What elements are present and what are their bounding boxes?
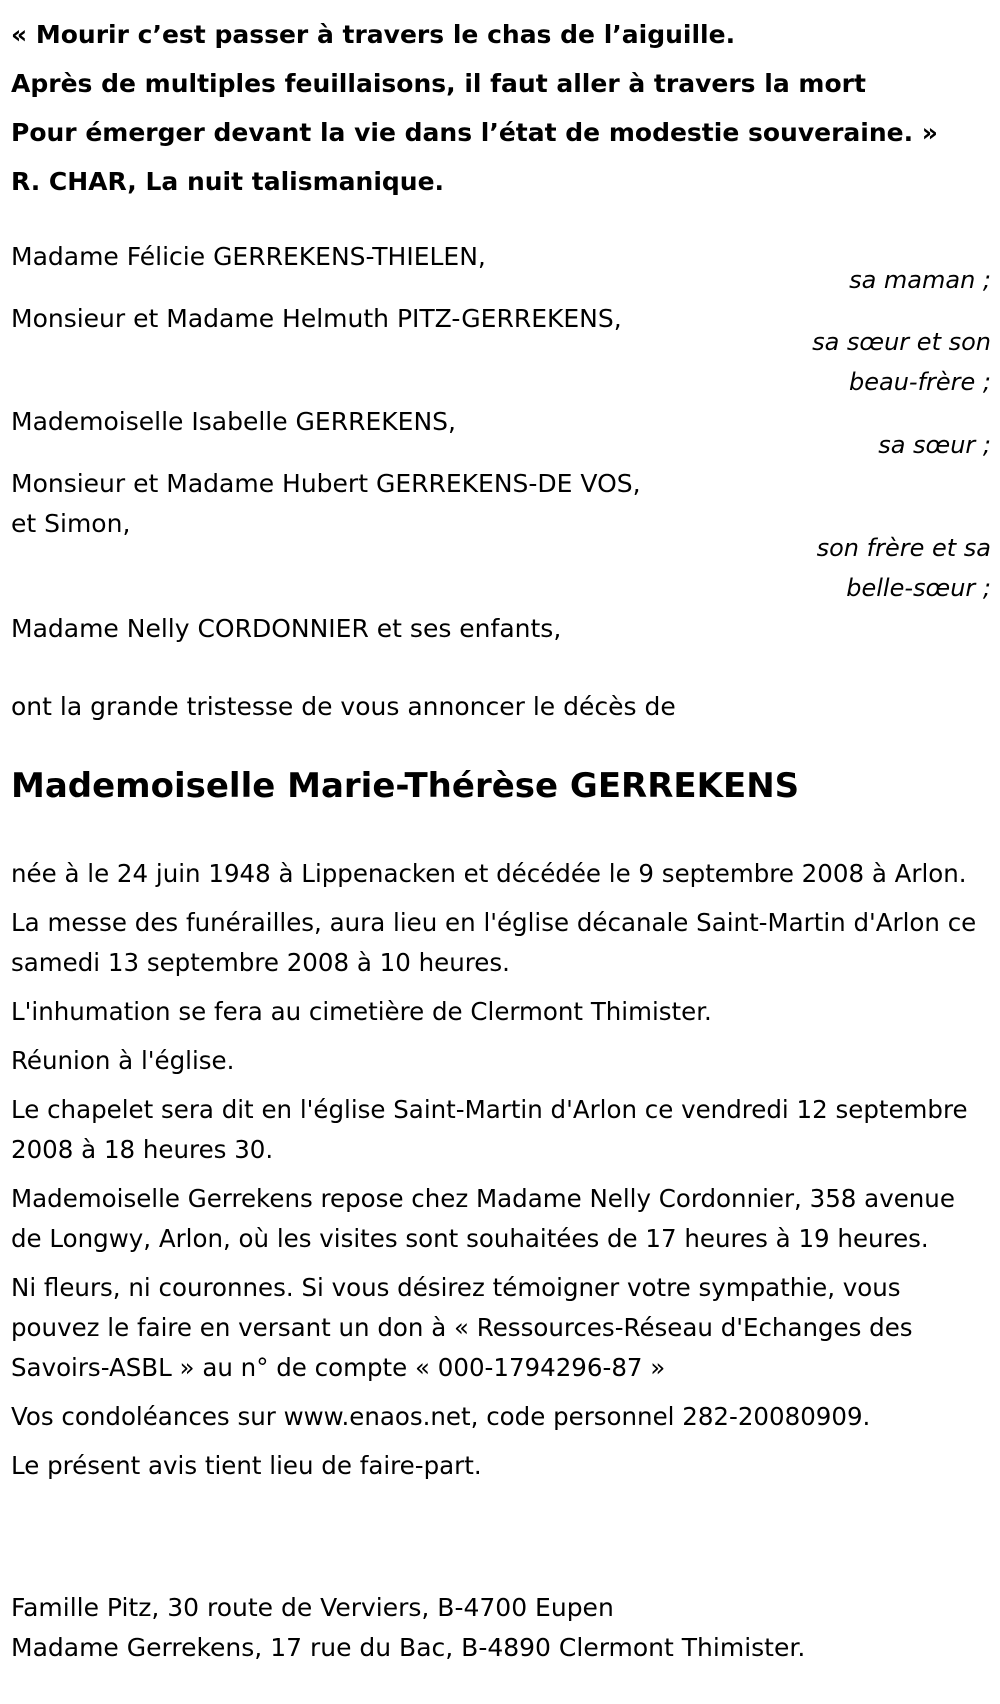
family-member-name: et Simon, <box>11 509 131 538</box>
epigraph-attribution: R. CHAR, La nuit talismanique. <box>11 167 445 196</box>
detail-paragraph: L'inhumation se fera au cimetière de Clermont Thimister. <box>11 997 712 1026</box>
family-member-name: Madame Nelly CORDONNIER et ses enfants, <box>11 614 562 643</box>
detail-paragraph: Réunion à l'église. <box>11 1046 235 1075</box>
family-relation-line: son frère et sa <box>816 534 991 562</box>
contact-addresses <box>11 1588 991 1668</box>
detail-paragraph: Vos condoléances sur www.enaos.net, code personnel 282-20080909. <box>11 1402 871 1431</box>
contact-address: Madame Gerrekens, 17 rue du Bac, B-4890 Clermont Thimister. <box>11 1633 806 1662</box>
family-member-name: Monsieur et Madame Helmuth PITZ-GERREKENS, <box>11 304 622 333</box>
detail-paragraph: Le chapelet sera dit en l'église Saint-Martin d'Arlon ce vendredi 12 septembre 2008 à 18 heures 30. <box>11 1095 968 1164</box>
family-member-name: Madame Félicie GERREKENS-THIELEN, <box>11 242 486 271</box>
family-relation <box>691 425 991 465</box>
detail-paragraph: née à le 24 juin 1948 à Lippenacken et décédée le 9 septembre 2008 à Arlon. <box>11 859 967 888</box>
family-relation-line: sa maman ; <box>849 266 991 294</box>
detail-paragraph: La messe des funérailles, aura lieu en l'église décanale Saint-Martin d'Arlon ce samedi 13 septembre 2008 à 10 heures. <box>11 908 977 977</box>
detail-paragraph: Ni fleurs, ni couronnes. Si vous désirez témoigner votre sympathie, vous pouvez le faire en versant un don à « Ressources-Réseau d'Echanges des Savoirs-ASBL » au n° de compte « 000-1794296-87 » <box>11 1273 913 1382</box>
contact-address: Famille Pitz, 30 route de Verviers, B-4700 Eupen <box>11 1593 614 1622</box>
family-relation-line: beau-frère ; <box>848 368 991 396</box>
family-relation-line: sa sœur ; <box>878 431 991 459</box>
announcement: ont la grande tristesse de vous annoncer le décès de <box>11 692 676 721</box>
detail-paragraph: Mademoiselle Gerrekens repose chez Madame Nelly Cordonnier, 358 avenue de Longwy, Arlon, où les visites sont souhaitées de 17 heures à 19 heures. <box>11 1184 955 1253</box>
detail-paragraph: Le présent avis tient lieu de faire-part. <box>11 1451 482 1480</box>
family-member-name: Mademoiselle Isabelle GERREKENS, <box>11 407 456 436</box>
deceased-name: Mademoiselle Marie-Thérèse GERREKENS <box>11 766 800 806</box>
family-member-name: Monsieur et Madame Hubert GERREKENS-DE VOS, <box>11 469 641 498</box>
family-relation-line: belle-sœur ; <box>846 574 991 602</box>
epigraph-line: Pour émerger devant la vie dans l’état de modestie souveraine. » <box>11 118 938 147</box>
epigraph <box>11 10 991 206</box>
funeral-details <box>11 854 991 1495</box>
epigraph-line: Après de multiples feuillaisons, il faut aller à travers la mort <box>11 69 866 98</box>
family-relation <box>691 322 991 402</box>
family-relation <box>691 528 991 608</box>
epigraph-line: « Mourir c’est passer à travers le chas de l’aiguille. <box>11 20 736 49</box>
family-relation <box>691 260 991 300</box>
family-relation-line: sa sœur et son <box>812 328 991 356</box>
